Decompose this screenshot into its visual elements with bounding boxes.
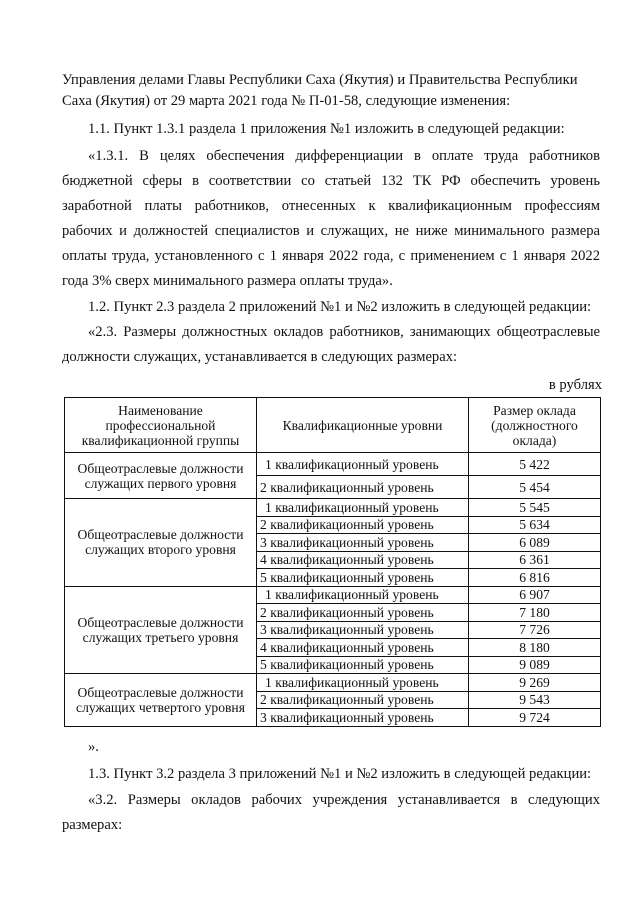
quote-131-line-4: рабочих и должностей специалистов и служащих, не ниже минимального размера — [62, 223, 600, 239]
level-cell: 4 квалификационный уровень — [257, 639, 469, 657]
level-cell: 5 квалификационный уровень — [257, 656, 469, 674]
table-row — [65, 453, 601, 476]
quote-131-line-5: оплаты труда, установленного с 1 января 2022 года, с применением с 1 января 2022 — [62, 248, 600, 264]
salary-cell: 9 269 — [469, 674, 601, 692]
table-row — [65, 499, 601, 517]
salary-cell: 6 816 — [469, 569, 601, 587]
level-cell: 5 квалификационный уровень — [257, 569, 469, 587]
level-cell: 3 квалификационный уровень — [257, 534, 469, 552]
paragraph-1-2: 1.2. Пункт 2.3 раздела 2 приложений №1 и №2 изложить в следующей редакции: — [88, 299, 592, 315]
salary-cell: 9 089 — [469, 656, 601, 674]
unit-label: в рублях — [548, 377, 602, 393]
table-row — [65, 674, 601, 692]
intro-line-2: Саха (Якутия) от 29 марта 2021 года № П-01-58, следующие изменения: — [62, 93, 511, 109]
intro-line-1: Управления делами Главы Республики Саха (Якутия) и Правительства Республики — [62, 72, 578, 88]
salary-cell: 9 724 — [469, 709, 601, 727]
level-cell: 1 квалификационный уровень — [257, 453, 469, 476]
salary-cell: 6 361 — [469, 551, 601, 569]
level-cell: 2 квалификационный уровень — [257, 691, 469, 709]
salary-cell: 6 089 — [469, 534, 601, 552]
group-name: Общеотраслевые должности служащих четвертого уровня — [65, 674, 257, 727]
salary-cell: 9 543 — [469, 691, 601, 709]
closing-quote: ». — [88, 739, 99, 755]
group-name: Общеотраслевые должности служащих второго уровня — [65, 499, 257, 587]
level-cell: 3 квалификационный уровень — [257, 621, 469, 639]
salary-cell: 5 634 — [469, 516, 601, 534]
quote-131-line-6: года 3% сверх минимального размера оплаты труда». — [62, 273, 393, 289]
level-cell: 2 квалификационный уровень — [257, 604, 469, 622]
salary-cell: 6 907 — [469, 586, 601, 604]
level-cell: 1 квалификационный уровень — [257, 586, 469, 604]
table-row — [65, 586, 601, 604]
level-cell: 2 квалификационный уровень — [257, 516, 469, 534]
salary-table — [64, 397, 601, 727]
salary-cell: 8 180 — [469, 639, 601, 657]
salary-cell: 5 545 — [469, 499, 601, 517]
quote-32-line-1: «3.2. Размеры окладов рабочих учреждения устанавливается в следующих — [88, 792, 600, 808]
salary-cell: 5 454 — [469, 476, 601, 499]
quote-131-line-1: «1.3.1. В целях обеспечения дифференциации в оплате труда работников — [88, 148, 600, 164]
level-cell: 1 квалификационный уровень — [257, 674, 469, 692]
salary-cell: 7 180 — [469, 604, 601, 622]
level-cell: 4 квалификационный уровень — [257, 551, 469, 569]
group-name: Общеотраслевые должности служащих первого уровня — [65, 453, 257, 499]
quote-131-line-2: бюджетной сферы в соответствии со статьей 132 ТК РФ обеспечить уровень — [62, 173, 600, 189]
header-salary: Размер оклада (должностного оклада) — [469, 398, 601, 453]
quote-32-line-2: размерах: — [62, 817, 123, 833]
quote-23-line-2: должности служащих, устанавливается в следующих размерах: — [62, 349, 458, 365]
quote-23-line-1: «2.3. Размеры должностных окладов работников, занимающих общеотраслевые — [88, 324, 600, 340]
salary-cell: 7 726 — [469, 621, 601, 639]
level-cell: 2 квалификационный уровень — [257, 476, 469, 499]
header-levels: Квалификационные уровни — [257, 398, 469, 453]
paragraph-1-1: 1.1. Пункт 1.3.1 раздела 1 приложения №1 изложить в следующей редакции: — [88, 121, 565, 137]
paragraph-1-3: 1.3. Пункт 3.2 раздела 3 приложений №1 и №2 изложить в следующей редакции: — [88, 766, 592, 782]
header-group: Наименование профессиональной квалификационной группы — [65, 398, 257, 453]
salary-cell: 5 422 — [469, 453, 601, 476]
quote-131-line-3: заработной платы работников, отнесенных к квалификационным профессиям — [62, 198, 600, 214]
level-cell: 3 квалификационный уровень — [257, 709, 469, 727]
group-name: Общеотраслевые должности служащих третьего уровня — [65, 586, 257, 674]
level-cell: 1 квалификационный уровень — [257, 499, 469, 517]
